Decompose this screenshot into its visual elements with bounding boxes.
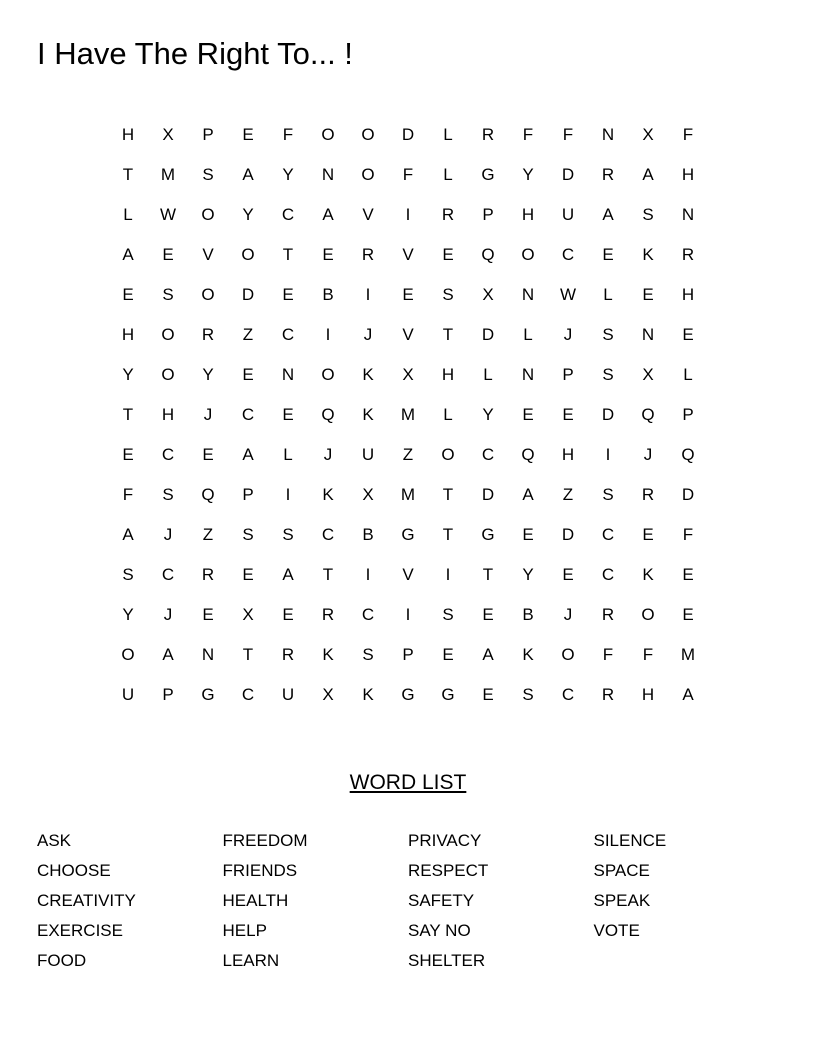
grid-letter: L (123, 205, 133, 224)
grid-letter: L (283, 445, 293, 464)
word-list-item: SAFETY (408, 891, 475, 910)
grid-letter: R (361, 245, 375, 264)
grid-letter: O (161, 365, 175, 384)
grid-letter: A (242, 165, 254, 184)
word-list-column (223, 826, 409, 976)
grid-letter: I (605, 445, 611, 464)
grid-letter: C (601, 565, 615, 584)
grid-row (108, 275, 708, 315)
grid-letter: O (641, 605, 655, 624)
grid-letter: C (161, 565, 175, 584)
grid-letter: E (242, 365, 254, 384)
grid-letter: E (122, 285, 134, 304)
grid-letter: G (401, 685, 415, 704)
word-list-item: SPACE (593, 861, 650, 880)
grid-letter: O (361, 165, 375, 184)
grid-letter: E (282, 285, 294, 304)
grid-letter: G (481, 525, 495, 544)
grid-letter: I (445, 565, 451, 584)
grid-letter: Q (521, 445, 535, 464)
grid-letter: N (321, 165, 335, 184)
grid-letter: A (122, 525, 134, 544)
grid-letter: R (441, 205, 455, 224)
grid-letter: I (365, 565, 371, 584)
grid-row (108, 595, 708, 635)
grid-letter: W (559, 285, 577, 304)
grid-letter: E (482, 605, 494, 624)
grid-letter: U (281, 685, 295, 704)
grid-letter: C (481, 445, 495, 464)
word-list-column (408, 826, 594, 976)
grid-letter: J (363, 325, 373, 344)
grid-letter: Z (242, 325, 254, 344)
grid-letter: O (441, 445, 455, 464)
grid-letter: P (162, 685, 174, 704)
grid-row (108, 235, 708, 275)
grid-letter: Y (522, 565, 534, 584)
grid-letter: K (362, 685, 374, 704)
grid-letter: S (602, 365, 614, 384)
grid-letter: E (522, 405, 534, 424)
grid-letter: Q (481, 245, 495, 264)
grid-letter: S (162, 285, 174, 304)
grid-letter: I (405, 205, 411, 224)
grid-row (108, 515, 708, 555)
grid-letter: S (242, 525, 254, 544)
grid-letter: C (361, 605, 375, 624)
grid-row (108, 315, 708, 355)
grid-letter: A (162, 645, 174, 664)
grid-letter: R (641, 485, 655, 504)
grid-letter: R (281, 645, 295, 664)
word-list-item: SILENCE (593, 831, 667, 850)
grid-letter: M (400, 485, 416, 504)
grid-letter: M (400, 405, 416, 424)
grid-letter: N (681, 205, 695, 224)
grid-letter: O (201, 285, 215, 304)
grid-letter: Y (482, 405, 494, 424)
grid-letter: G (401, 525, 415, 544)
grid-letter: S (442, 285, 454, 304)
grid-letter: O (201, 205, 215, 224)
grid-letter: U (361, 445, 375, 464)
grid-letter: E (242, 565, 254, 584)
grid-letter: V (362, 205, 374, 224)
grid-letter: N (641, 325, 655, 344)
grid-letter: C (321, 525, 335, 544)
grid-letter: J (563, 325, 573, 344)
grid-letter: D (481, 485, 495, 504)
letter-grid (108, 115, 708, 715)
grid-letter: E (162, 245, 174, 264)
grid-letter: S (602, 485, 614, 504)
grid-letter: J (563, 605, 573, 624)
grid-letter: A (122, 245, 134, 264)
grid-letter: F (282, 125, 294, 144)
grid-letter: P (562, 365, 574, 384)
grid-letter: V (402, 245, 414, 264)
grid-letter: X (322, 685, 334, 704)
grid-letter: E (122, 445, 134, 464)
grid-letter: F (562, 125, 574, 144)
grid-letter: E (202, 605, 214, 624)
grid-letter: F (522, 125, 534, 144)
grid-letter: J (643, 445, 653, 464)
grid-letter: S (362, 645, 374, 664)
grid-letter: A (642, 165, 654, 184)
grid-letter: N (521, 365, 535, 384)
grid-letter: P (402, 645, 414, 664)
grid-letter: I (325, 325, 331, 344)
word-list-item: PRIVACY (408, 831, 482, 850)
grid-letter: M (680, 645, 696, 664)
word-list-item: SHELTER (408, 951, 486, 970)
grid-letter: V (402, 565, 414, 584)
grid-row (108, 195, 708, 235)
grid-letter: H (521, 205, 535, 224)
grid-letter: C (281, 325, 295, 344)
grid-letter: E (322, 245, 334, 264)
grid-letter: T (442, 485, 454, 504)
grid-letter: X (162, 125, 174, 144)
grid-letter: N (281, 365, 295, 384)
grid-letter: R (201, 325, 215, 344)
grid-letter: D (241, 285, 255, 304)
grid-letter: S (202, 165, 214, 184)
grid-letter: O (241, 245, 255, 264)
grid-letter: R (601, 605, 615, 624)
grid-letter: O (161, 325, 175, 344)
grid-letter: J (323, 445, 333, 464)
grid-letter: M (160, 165, 176, 184)
grid-letter: C (241, 405, 255, 424)
word-list-item: CHOOSE (37, 861, 111, 880)
grid-row (108, 395, 708, 435)
word-list-item: ASK (37, 831, 72, 850)
grid-row (108, 435, 708, 475)
grid-letter: L (443, 165, 453, 184)
word-list-item: HELP (222, 921, 267, 940)
word-list-item: SAY NO (408, 921, 471, 940)
grid-letter: S (122, 565, 134, 584)
grid-letter: X (242, 605, 254, 624)
grid-letter: H (121, 325, 135, 344)
grid-row (108, 155, 708, 195)
grid-letter: F (682, 125, 694, 144)
grid-letter: B (322, 285, 334, 304)
grid-letter: A (482, 645, 494, 664)
grid-letter: E (202, 445, 214, 464)
grid-letter: H (641, 685, 655, 704)
grid-letter: X (642, 125, 654, 144)
grid-letter: I (365, 285, 371, 304)
grid-letter: T (442, 525, 454, 544)
grid-letter: H (681, 165, 695, 184)
grid-letter: P (682, 405, 694, 424)
grid-letter: A (602, 205, 614, 224)
grid-letter: X (362, 485, 374, 504)
grid-letter: D (401, 125, 415, 144)
grid-letter: O (321, 125, 335, 144)
grid-letter: D (481, 325, 495, 344)
grid-letter: T (242, 645, 254, 664)
grid-letter: E (282, 405, 294, 424)
grid-letter: C (241, 685, 255, 704)
grid-letter: H (441, 365, 455, 384)
grid-letter: F (642, 645, 654, 664)
grid-letter: O (561, 645, 575, 664)
grid-letter: S (282, 525, 294, 544)
grid-letter: A (522, 485, 534, 504)
grid-letter: P (482, 205, 494, 224)
grid-letter: O (521, 245, 535, 264)
grid-letter: F (402, 165, 414, 184)
grid-letter: U (121, 685, 135, 704)
grid-letter: H (561, 445, 575, 464)
grid-letter: X (642, 365, 654, 384)
grid-letter: T (122, 405, 134, 424)
grid-letter: S (602, 325, 614, 344)
word-list-item: RESPECT (408, 861, 489, 880)
grid-letter: K (522, 645, 534, 664)
grid-letter: J (163, 605, 173, 624)
grid-letter: D (561, 525, 575, 544)
word-list-item: FREEDOM (222, 831, 308, 850)
grid-letter: R (321, 605, 335, 624)
grid-row (108, 355, 708, 395)
grid-letter: F (122, 485, 134, 504)
grid-letter: R (601, 165, 615, 184)
grid-letter: Y (122, 605, 134, 624)
grid-letter: Y (242, 205, 254, 224)
grid-letter: Q (641, 405, 655, 424)
word-list-item: SPEAK (593, 891, 651, 910)
grid-letter: S (522, 685, 534, 704)
word-list-item: CREATIVITY (37, 891, 136, 910)
grid-letter: Y (522, 165, 534, 184)
grid-letter: E (682, 565, 694, 584)
word-list-item: LEARN (222, 951, 280, 970)
grid-letter: R (601, 685, 615, 704)
grid-letter: L (443, 405, 453, 424)
grid-letter: X (482, 285, 494, 304)
grid-letter: E (562, 405, 574, 424)
grid-letter: Z (562, 485, 574, 504)
word-list-heading: WORD LIST (349, 771, 467, 794)
grid-letter: E (602, 245, 614, 264)
word-list-column (594, 826, 780, 976)
grid-letter: Q (681, 445, 695, 464)
grid-letter: H (681, 285, 695, 304)
grid-letter: T (482, 565, 494, 584)
grid-letter: K (322, 645, 334, 664)
word-list (37, 826, 779, 976)
grid-letter: L (523, 325, 533, 344)
grid-letter: Y (282, 165, 294, 184)
grid-letter: T (122, 165, 134, 184)
word-list-item: VOTE (593, 921, 640, 940)
grid-letter: E (282, 605, 294, 624)
grid-letter: A (282, 565, 294, 584)
grid-letter: K (322, 485, 334, 504)
grid-letter: K (642, 565, 654, 584)
word-list-item: FRIENDS (222, 861, 298, 880)
grid-letter: T (442, 325, 454, 344)
grid-letter: K (642, 245, 654, 264)
grid-letter: C (601, 525, 615, 544)
grid-letter: S (642, 205, 654, 224)
grid-letter: J (203, 405, 213, 424)
grid-letter: E (562, 565, 574, 584)
grid-letter: G (481, 165, 495, 184)
grid-letter: D (681, 485, 695, 504)
word-list-item: FOOD (37, 951, 87, 970)
grid-letter: D (561, 165, 575, 184)
grid-letter: O (361, 125, 375, 144)
grid-letter: N (201, 645, 215, 664)
grid-letter: A (682, 685, 694, 704)
word-list-item: EXERCISE (37, 921, 123, 940)
grid-letter: Q (201, 485, 215, 504)
grid-letter: P (202, 125, 214, 144)
grid-letter: H (121, 125, 135, 144)
grid-letter: J (163, 525, 173, 544)
grid-letter: P (242, 485, 254, 504)
grid-letter: G (201, 685, 215, 704)
grid-letter: W (159, 205, 177, 224)
word-list-column (37, 826, 223, 976)
grid-row (108, 475, 708, 515)
grid-letter: E (522, 525, 534, 544)
grid-letter: E (682, 605, 694, 624)
grid-letter: Z (202, 525, 214, 544)
grid-letter: L (443, 125, 453, 144)
grid-letter: L (483, 365, 493, 384)
grid-letter: X (402, 365, 414, 384)
grid-letter: S (442, 605, 454, 624)
word-list-item: HEALTH (222, 891, 289, 910)
grid-letter: A (322, 205, 334, 224)
grid-letter: L (683, 365, 693, 384)
grid-letter: D (601, 405, 615, 424)
grid-letter: Y (122, 365, 134, 384)
page-title: I Have The Right To... ! (37, 36, 353, 71)
grid-letter: I (405, 605, 411, 624)
grid-letter: B (362, 525, 374, 544)
grid-letter: G (441, 685, 455, 704)
grid-letter: E (642, 525, 654, 544)
grid-letter: E (642, 285, 654, 304)
grid-letter: N (601, 125, 615, 144)
grid-letter: C (161, 445, 175, 464)
grid-letter: L (603, 285, 613, 304)
grid-letter: O (321, 365, 335, 384)
grid-letter: R (681, 245, 695, 264)
grid-letter: F (682, 525, 694, 544)
grid-letter: R (201, 565, 215, 584)
grid-letter: R (481, 125, 495, 144)
grid-row (108, 555, 708, 595)
grid-letter: K (362, 405, 374, 424)
grid-letter: K (362, 365, 374, 384)
grid-letter: S (162, 485, 174, 504)
grid-letter: Y (202, 365, 214, 384)
grid-letter: C (281, 205, 295, 224)
grid-letter: U (561, 205, 575, 224)
grid-row (108, 675, 708, 715)
grid-letter: C (561, 245, 575, 264)
grid-letter: T (322, 565, 334, 584)
grid-letter: E (402, 285, 414, 304)
grid-letter: N (521, 285, 535, 304)
grid-letter: T (282, 245, 294, 264)
grid-letter: I (285, 485, 291, 504)
grid-letter: E (482, 685, 494, 704)
grid-letter: E (682, 325, 694, 344)
grid-letter: V (202, 245, 214, 264)
grid-letter: E (242, 125, 254, 144)
grid-letter: C (561, 685, 575, 704)
grid-letter: A (242, 445, 254, 464)
grid-row (108, 115, 708, 155)
grid-letter: Q (321, 405, 335, 424)
grid-letter: E (442, 245, 454, 264)
grid-letter: Z (402, 445, 414, 464)
grid-letter: B (522, 605, 534, 624)
grid-letter: V (402, 325, 414, 344)
grid-letter: O (121, 645, 135, 664)
grid-letter: E (442, 645, 454, 664)
grid-letter: H (161, 405, 175, 424)
grid-row (108, 635, 708, 675)
grid-letter: F (602, 645, 614, 664)
